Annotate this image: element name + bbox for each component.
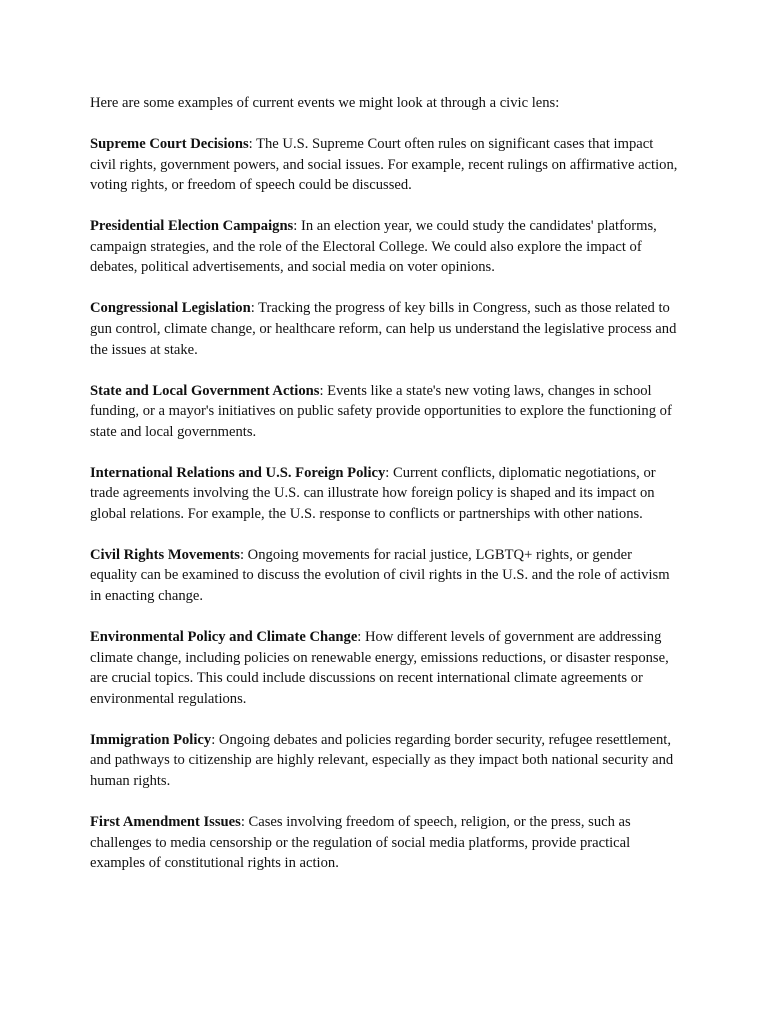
intro-paragraph: Here are some examples of current events we might look at through a civic lens: [90, 95, 560, 111]
item-civil-rights [90, 545, 682, 607]
item-title: Congressional Legislation [90, 300, 251, 317]
item-title: International Relations and U.S. Foreign Policy [90, 464, 386, 481]
item-body: : Ongoing debates and policies regarding border security, refugee resettlement, and pathways to citizenship are highly relevant, especially as they impact both national security and human rights. [90, 731, 674, 789]
item-first-amendment [90, 812, 682, 874]
item-title: Presidential Election Campaigns [90, 218, 294, 235]
item-title: Supreme Court Decisions [90, 135, 249, 152]
item-body: : Cases involving freedom of speech, religion, or the press, such as challenges to media censorship or the regulation of social media platforms, provide practical examples of constitutional rights in action. [90, 813, 631, 872]
item-supreme-court [90, 134, 682, 196]
item-presidential-election [90, 216, 682, 278]
item-body: : How different levels of government are addressing climate change, including policies on renewable energy, emissions reductions, or disaster response, are crucial topics. This could include discussions on recent international climate agreements or environmental regulations. [90, 629, 669, 707]
item-body: : The U.S. Supreme Court often rules on significant cases that impact civil rights, government powers, and social issues. For example, recent rulings on affirmative action, voting rights, or freedom of speech could be discussed. [90, 135, 678, 194]
item-title: Environmental Policy and Climate Change [90, 629, 358, 646]
item-congressional-legislation [90, 298, 682, 360]
item-international-relations [90, 463, 682, 525]
item-title: First Amendment Issues [90, 813, 241, 830]
item-body: : Tracking the progress of key bills in Congress, such as those related to gun control, climate change, or healthcare reform, can help us understand the legislative process and the issues at stake. [90, 300, 677, 358]
item-environmental-policy [90, 627, 682, 709]
item-body: : Current conflicts, diplomatic negotiations, or trade agreements involving the U.S. can illustrate how foreign policy is shaped and its impact on global relations. For example, the U.S. response to conflicts or partnerships with other nations. [90, 464, 656, 522]
item-body: : In an election year, we could study the candidates' platforms, campaign strategies, and the role of the Electoral College. We could also explore the impact of debates, political advertisements, and social media on voter opinions. [90, 218, 657, 276]
item-state-local-government [90, 381, 682, 443]
document-page [90, 93, 682, 894]
item-title: Immigration Policy [90, 731, 212, 748]
item-immigration-policy [90, 730, 682, 792]
item-title: State and Local Government Actions [90, 382, 320, 399]
item-body: : Ongoing movements for racial justice, LGBTQ+ rights, or gender equality can be examined to discuss the evolution of civil rights in the U.S. and the role of activism in enacting change. [90, 546, 670, 605]
item-body: : Events like a state's new voting laws, changes in school funding, or a mayor's initiatives on public safety provide opportunities to explore the functioning of state and local governments. [90, 382, 672, 440]
item-title: Civil Rights Movements [90, 546, 240, 563]
